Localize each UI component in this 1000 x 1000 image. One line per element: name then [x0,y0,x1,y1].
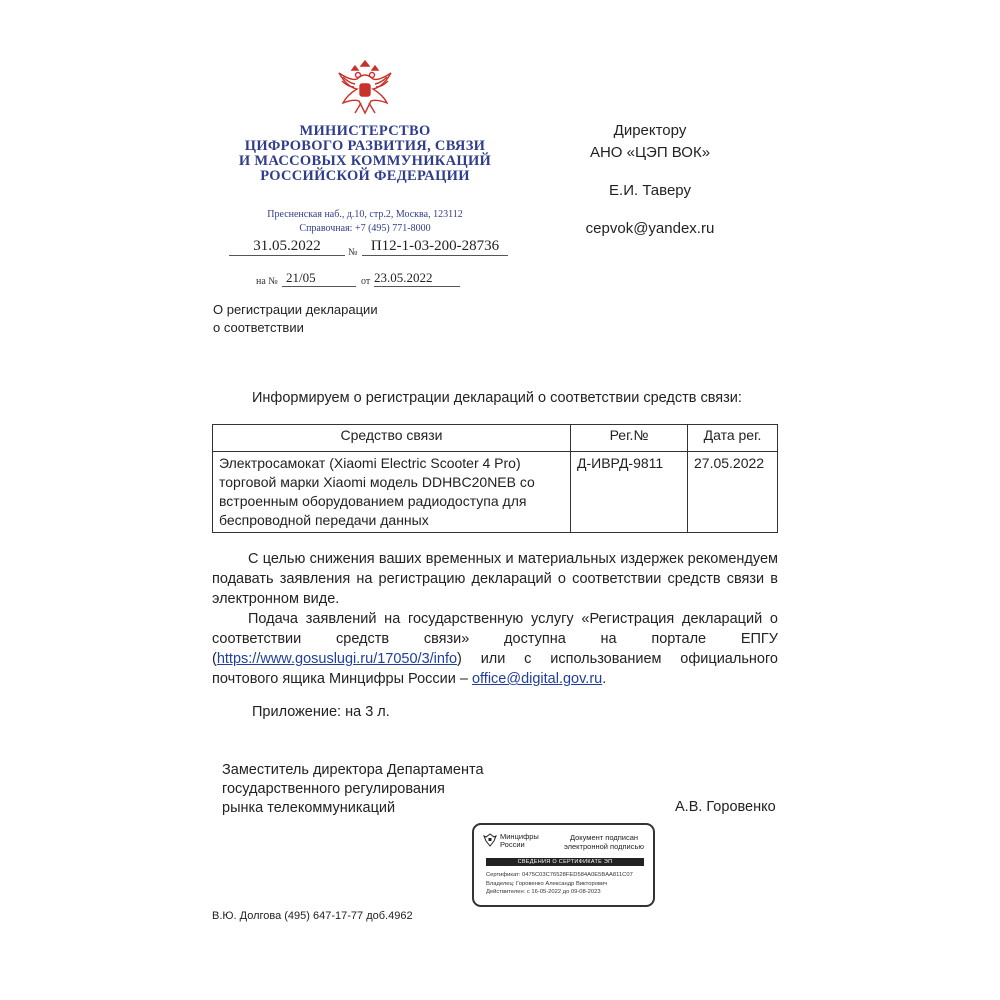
signer-name: А.В. Горовенко [675,799,776,815]
letter-date: 31.05.2022 [229,238,345,256]
intro-text: Информируем о регистрации деклараций о соответствии средств связи: [252,390,742,406]
reg-no-cell: Д-ИВРД-9811 [571,452,688,533]
e-signature-stamp [472,823,655,907]
ministry-logo-icon [483,833,497,847]
col-device: Средство связи [213,425,571,452]
coat-of-arms-icon [333,57,397,119]
office-email-link[interactable]: office@digital.gov.ru [471,671,603,687]
appendix-note: Приложение: на 3 л. [252,704,390,720]
ref-number: 21/05 [282,270,356,287]
declarations-table [212,424,778,533]
stamp-cert-details: Сертификат: 0475C03C76528FED584A0E5BAA811C07 Владелец: Горовенко Александр Викторович Действителен: с 16-05-2022 до 09-08-2023 [486,872,633,895]
table-row [213,452,778,533]
paragraph-epgu: Подача заявлений на государственную услугу «Регистрация деклараций о соответствии средств связи» доступна на портале ЕПГУ (https://www.gosuslugi.ru/17050/3/info) или с использованием официального почтового ящика Минцифры России – office@digital.gov.ru. [212,611,778,687]
stamp-signed-text: Документ подписан электронной подписью [563,833,645,851]
gosuslugi-link[interactable]: https://www.gosuslugi.ru/17050/3/info [216,651,458,667]
table-header-row [213,425,778,452]
outgoing-number: П12-1-03-200-28736 [362,238,508,256]
col-reg-date: Дата рег. [688,425,778,452]
recipient-name: Е.И. Таверу [609,182,691,199]
recipient-email: cepvok@yandex.ru [585,220,715,237]
ministry-name: МИНИСТЕРСТВО ЦИФРОВОГО РАЗВИТИЯ, СВЯЗИ И МАССОВЫХ КОММУНИКАЦИЙ РОССИЙСКОЙ ФЕДЕРАЦИИ [238,123,492,184]
ref-date: 23.05.2022 [374,270,460,287]
recipient-org: АНО «ЦЭП ВОК» [589,144,711,161]
number-label: № [348,247,358,258]
paragraph-recommendation: С целью снижения ваших временных и материальных издержек рекомендуем подавать заявления на регистрацию деклараций о соответствии средств связи в электронном виде. [212,551,778,607]
reg-date-cell: 27.05.2022 [688,452,778,533]
recipient-position: Директору [613,122,687,139]
ministry-address: Пресненская наб., д.10, стр.2, Москва, 123112 Справочная: +7 (495) 771-8000 [267,209,463,234]
stamp-org: Минцифры России [500,832,539,849]
ref-from-label: от [361,276,371,287]
device-cell: Электросамокат (Xiaomi Electric Scooter 4 Pro) торговой марки Xiaomi модель DDHBC20NEB со встроенным оборудованием радиодоступа для беспроводной передачи данных [213,452,571,533]
executor-contact: В.Ю. Долгова (495) 647-17-77 доб.4962 [212,910,413,922]
letter-subject: О регистрации декларации о соответствии [213,302,378,335]
stamp-cert-header: СВЕДЕНИЯ О СЕРТИФИКАТЕ ЭП [486,858,644,866]
signer-position: Заместитель директора Департамента государственного регулирования рынка телекоммуникаций [222,762,484,816]
col-reg-no: Рег.№ [571,425,688,452]
ref-number-label: на № [256,276,278,287]
recipient-block [570,120,730,240]
